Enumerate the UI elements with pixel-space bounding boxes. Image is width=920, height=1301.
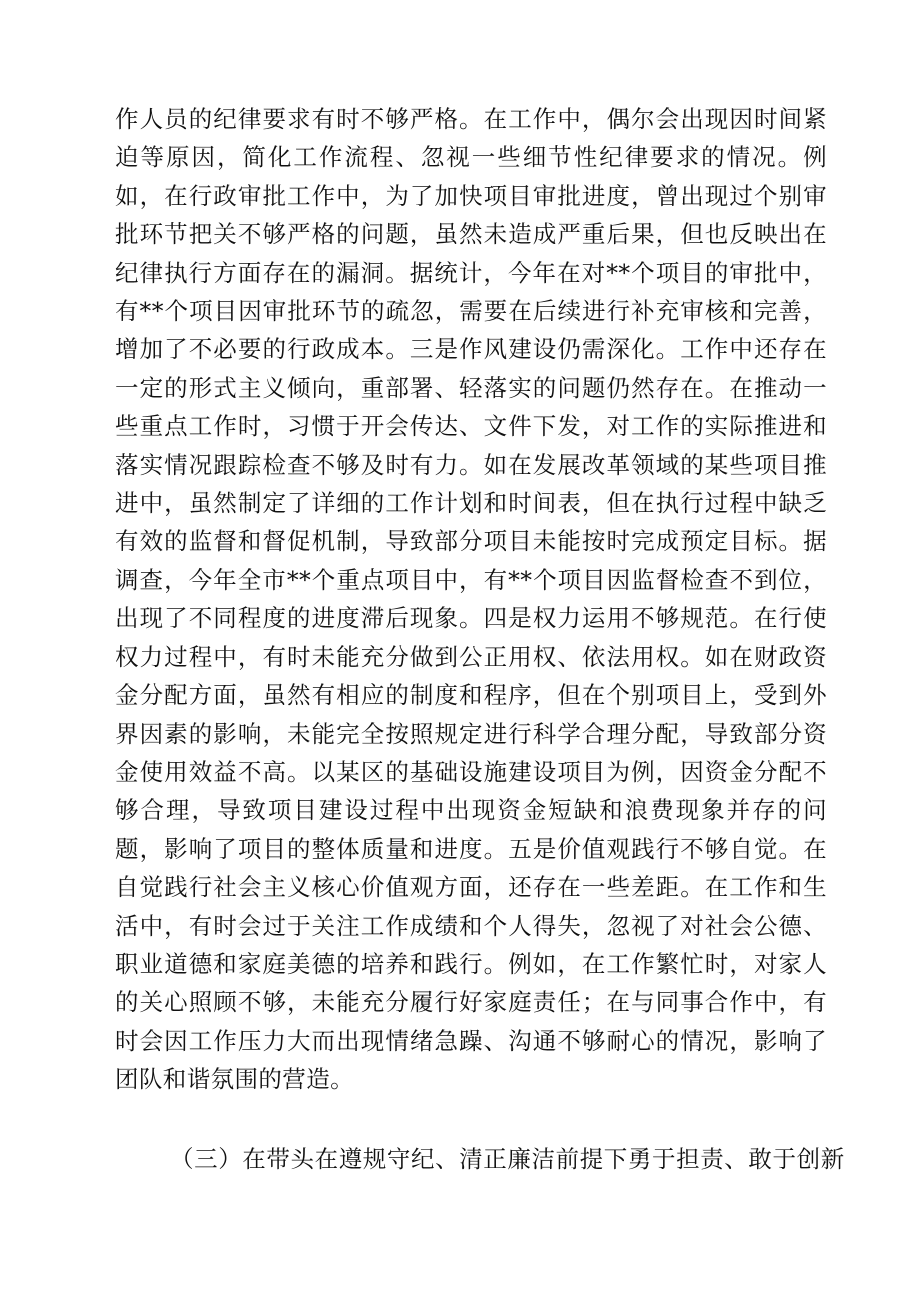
body-paragraph: 作人员的纪律要求有时不够严格。在工作中，偶尔会出现因时间紧迫等原因，简化工作流程、忽视一些细节性纪律要求的情况。例如，在行政审批工作中，为了加快项目审批进度，曾出现过个别审批环节把关不够严格的问题，虽然未造成严重后果，但也反映出在纪律执行方面存在的漏洞。据统计，今年在对**个项目的审批中，有**个项目因审批环节的疏忽，需要在后续进行补充审核和完善，增加了不必要的行政成本。三是作风建设仍需深化。工作中还存在一定的形式主义倾向，重部署、轻落实的问题仍然存在。在推动一些重点工作时，习惯于开会传达、文件下发，对工作的实际推进和落实情况跟踪检查不够及时有力。如在发展改革领域的某些项目推进中，虽然制定了详细的工作计划和时间表，但在执行过程中缺乏有效的监督和督促机制，导致部分项目未能按时完成预定目标。据调查，今年全市**个重点项目中，有**个项目因监督检查不到位，出现了不同程度的进度滞后现象。四是权力运用不够规范。在行使权力过程中，有时未能充分做到公正用权、依法用权。如在财政资金分配方面，虽然有相应的制度和程序，但在个别项目上，受到外界因素的影响，未能完全按照规定进行科学合理分配，导致部分资金使用效益不高。以某区的基础设施建设项目为例，因资金分配不够合理，导致项目建设过程中出现资金短缺和浪费现象并存的问题，影响了项目的整体质量和进度。五是价值观践行不够自觉。在自觉践行社会主义核心价值观方面，还存在一些差距。在工作和生活中，有时会过于关注工作成绩和个人得失，忽视了对社会公德、职业道德和家庭美德的培养和践行。例如，在工作繁忙时，对家人的关心照顾不够，未能充分履行好家庭责任；在与同事合作中，有时会因工作压力大而出现情绪急躁、沟通不够耐心的情况，影响了团队和谐氛围的营造。 [115, 105, 827, 1094]
section-heading: （三）在带头在遵规守纪、清正廉洁前提下勇于担责、敢于创新 [170, 1145, 845, 1173]
